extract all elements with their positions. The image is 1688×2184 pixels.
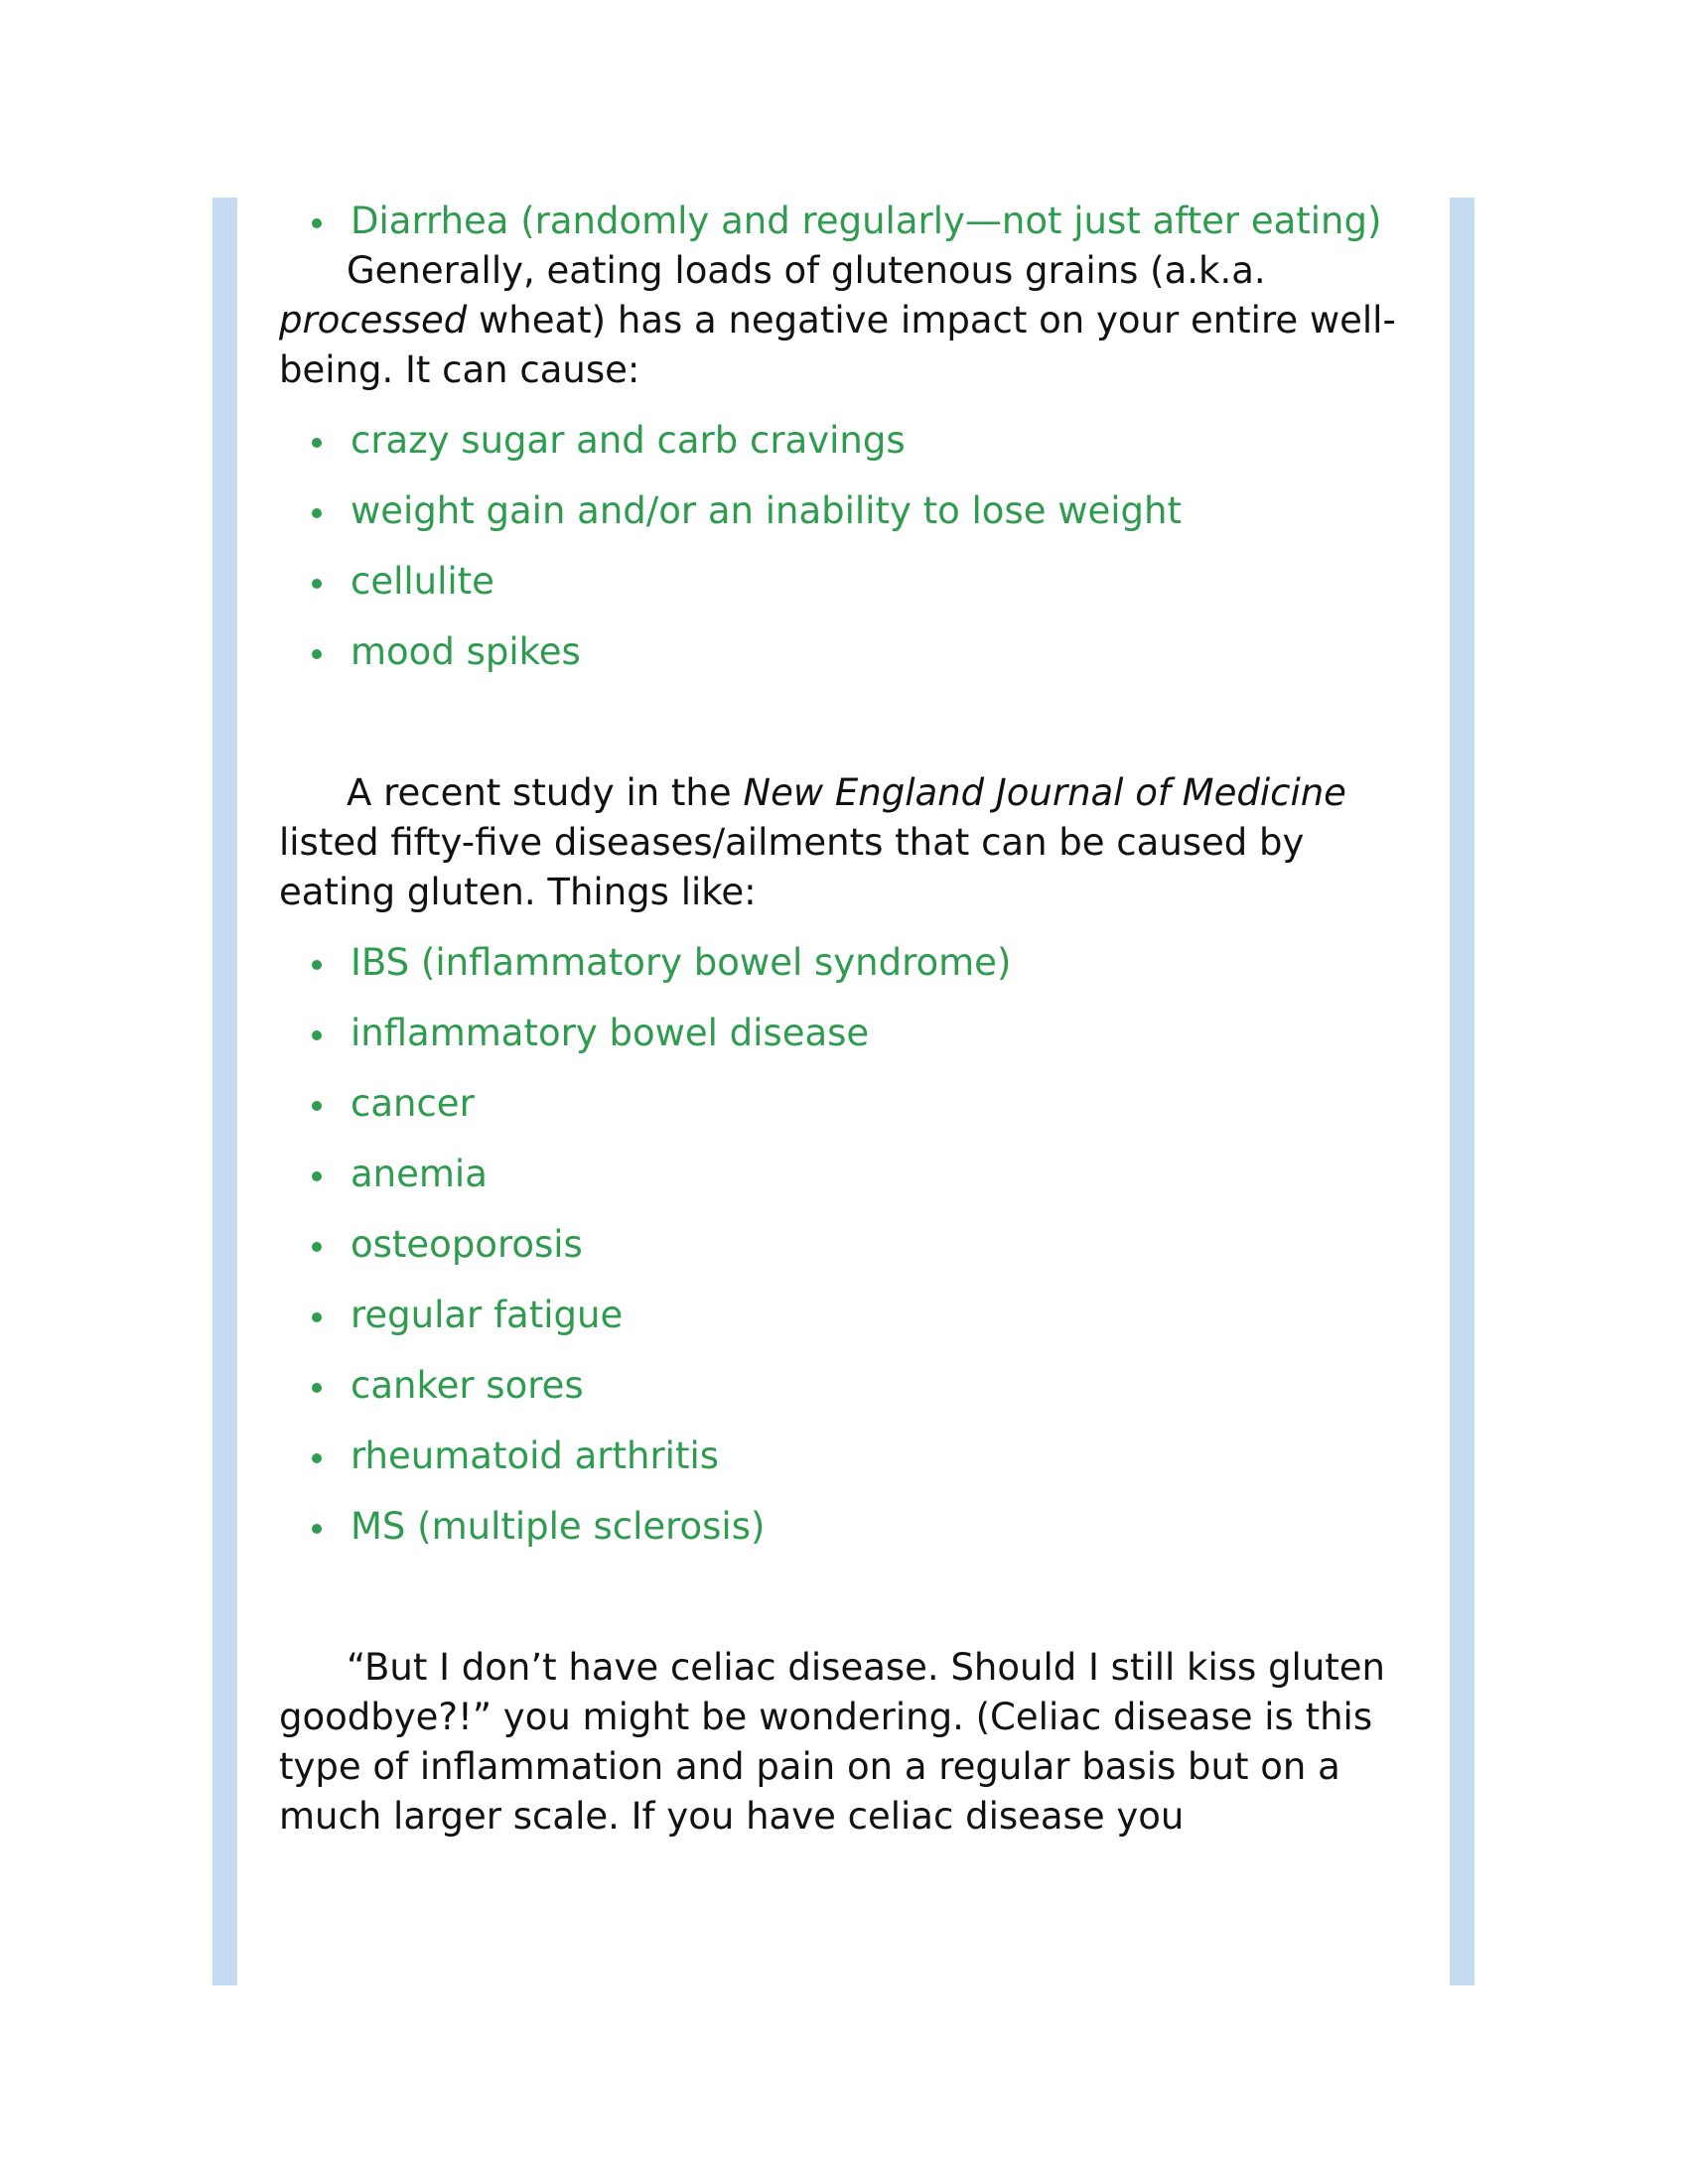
bullet-dot-icon <box>312 1242 322 1252</box>
bullet-dot-icon <box>312 1453 322 1463</box>
paragraph-gluten-impact <box>279 246 1421 395</box>
list-item <box>279 1009 1421 1058</box>
emphasized-text: processed <box>279 299 468 341</box>
list-item-text: IBS (inflammatory bowel syndrome) <box>351 941 1012 984</box>
list-item <box>279 627 1421 677</box>
bullet-dot-icon <box>312 438 322 448</box>
bullet-dot-icon <box>312 1030 322 1040</box>
bullet-dot-icon <box>312 1101 322 1111</box>
bullet-dot-icon <box>312 649 322 659</box>
list-item-text: cellulite <box>351 560 494 603</box>
right-margin-bar <box>1450 198 1475 1985</box>
bullet-dot-icon <box>312 508 322 518</box>
list-item-text: osteoporosis <box>351 1223 583 1266</box>
list-item <box>279 197 1421 246</box>
bullet-dot-icon <box>312 1524 322 1534</box>
list-item <box>279 1079 1421 1129</box>
list-item-text: inflammatory bowel disease <box>351 1012 870 1054</box>
list-item-text: canker sores <box>351 1364 584 1407</box>
paragraph-celiac <box>279 1643 1421 1842</box>
journal-title: New England Journal of Medicine <box>743 771 1346 814</box>
list-item-text: crazy sugar and carb cravings <box>351 419 906 462</box>
list-item-text: cancer <box>351 1082 475 1125</box>
bullet-dot-icon <box>312 1383 322 1393</box>
list-item-text: MS (multiple sclerosis) <box>351 1505 766 1548</box>
left-margin-bar <box>212 198 237 1985</box>
list-item-text: weight gain and/or an inability to lose weight <box>351 489 1182 532</box>
diseases-list <box>279 938 1421 1552</box>
list-item <box>279 557 1421 607</box>
paragraph-text: listed fifty-five diseases/ailments that can be caused by eating gluten. Things like: <box>279 821 1305 913</box>
list-item <box>279 1291 1421 1340</box>
bullet-dot-icon <box>312 1312 322 1322</box>
effects-list <box>279 416 1421 677</box>
paragraph-text: “But I don’t have celiac disease. Should I still kiss gluten goodbye?!” you might be wondering. (Celiac disease is this type of inflammation and pain on a regular basis but on a much larger scale. If you have celiac disease you <box>279 1646 1386 1838</box>
bullet-dot-icon <box>312 218 322 228</box>
list-item-text: Diarrhea (randomly and regularly—not just after eating) <box>351 200 1382 242</box>
list-item-text: anemia <box>351 1153 488 1195</box>
list-item-text: regular fatigue <box>351 1294 624 1336</box>
paragraph-text: A recent study in the <box>347 771 744 814</box>
list-item-text: mood spikes <box>351 630 581 673</box>
list-item <box>279 1361 1421 1411</box>
list-item <box>279 1220 1421 1270</box>
bullet-dot-icon <box>312 579 322 589</box>
paragraph-text: wheat) has a negative impact on your entire well-being. It can cause: <box>279 299 1396 391</box>
list-item-text: rheumatoid arthritis <box>351 1434 720 1477</box>
list-item <box>279 1432 1421 1481</box>
list-item <box>279 1502 1421 1552</box>
page-content <box>279 197 1421 1842</box>
list-item <box>279 416 1421 466</box>
paragraph-text: Generally, eating loads of glutenous grains (a.k.a. <box>347 249 1266 292</box>
symptom-list <box>279 197 1421 246</box>
paragraph-study <box>279 768 1421 917</box>
list-item <box>279 1150 1421 1199</box>
bullet-dot-icon <box>312 960 322 970</box>
bullet-dot-icon <box>312 1171 322 1181</box>
list-item <box>279 938 1421 988</box>
list-item <box>279 486 1421 536</box>
